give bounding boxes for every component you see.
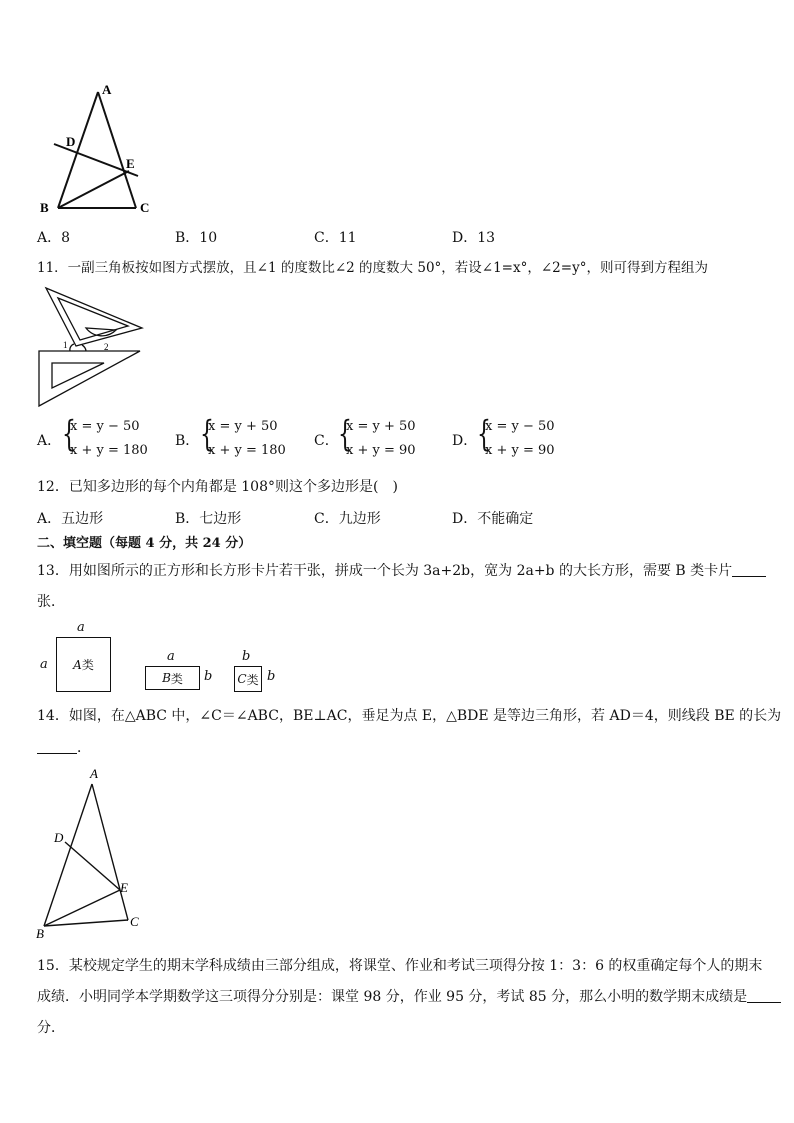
equation-line-1: x = y − 50 [485, 419, 555, 434]
q10-option-c[interactable]: C．11 [314, 230, 357, 246]
q15-question-line3: 分． [37, 1020, 65, 1036]
equation-line-1: x = y + 50 [208, 419, 278, 434]
q13-question-line1 [37, 561, 766, 581]
card-c-top-label: b [242, 649, 251, 664]
q14-end: ． [77, 740, 91, 756]
card-a-top-label: a [77, 620, 85, 635]
figure-q14-triangle [34, 764, 146, 944]
fig11-angle-1: 1 [63, 340, 68, 350]
q12-option-b[interactable]: B．七边形 [175, 511, 242, 527]
figure-q11-set-squares [36, 284, 148, 410]
card-c-type: 类 [246, 672, 259, 687]
card-c-square [234, 666, 262, 692]
q11-option-b-letter[interactable]: B． [175, 433, 200, 449]
card-b-top-label: a [167, 649, 175, 664]
fig10-label-d: D [66, 134, 76, 149]
q11-question: 11．一副三角板按如图方式摆放，且∠1 的度数比∠2 的度数大 50°，若设∠1=x°，∠2=y°，则可得到方程组为 [37, 260, 708, 276]
fig14-label-c: C [130, 914, 139, 929]
q12-option-c[interactable]: C．九边形 [314, 511, 381, 527]
q11-option-a-letter[interactable]: A． [37, 433, 62, 449]
card-c-letter: C [237, 672, 247, 686]
equation-line-1: x = y + 50 [346, 419, 416, 434]
q10-option-b[interactable]: B．10 [175, 230, 218, 246]
fig14-label-b: B [36, 926, 44, 941]
brace-icon: { [200, 415, 214, 456]
card-a-square [56, 637, 111, 692]
fig14-label-d: D [54, 830, 64, 845]
fig14-label-a: A [90, 766, 98, 781]
q14-question-line1: 14．如图，在△ABC 中，∠C＝∠ABC，BE⊥AC，垂足为点 E，△BDE 是等边三角形，若 AD＝4，则线段 BE 的长为 [37, 708, 782, 724]
section-heading-fill-blank: 二、填空题（每题 4 分，共 24 分） [37, 536, 252, 551]
card-b-rectangle [145, 666, 200, 690]
equation-line-2: x + y = 90 [485, 443, 555, 458]
card-c-right-label: b [267, 669, 276, 684]
q14-question-line2 [37, 738, 91, 758]
card-b-type: 类 [170, 671, 183, 686]
fig10-label-c: C [140, 200, 150, 215]
equation-line-2: x + y = 90 [346, 443, 416, 458]
fig10-label-b: B [40, 200, 49, 215]
equation-line-1: x = y − 50 [70, 419, 140, 434]
q10-option-a[interactable]: A．8 [37, 230, 71, 246]
brace-icon: { [477, 415, 491, 456]
card-a-type: 类 [81, 658, 94, 672]
q13-question-line2: 张． [37, 594, 65, 610]
q15-text: 成绩．小明同学本学期数学这三项得分分别是：课堂 98 分，作业 95 分，考试 85 分，那么小明的数学期末成绩是 [37, 989, 748, 1005]
brace-icon: { [338, 415, 352, 456]
q15-question-line1: 15．某校规定学生的期末学科成绩由三部分组成，将课堂、作业和考试三项得分按 1：3：6 的权重确定每个人的期末 [37, 958, 763, 974]
card-b-right-label: b [204, 669, 213, 684]
q15-question-line2 [37, 987, 781, 1007]
q13-text: 13．用如图所示的正方形和长方形卡片若干张，拼成一个长为 3a+2b，宽为 2a+b 的大长方形，需要 B 类卡片 [37, 563, 733, 579]
brace-icon: { [62, 415, 76, 456]
q10-option-d[interactable]: D．13 [452, 230, 496, 246]
equation-line-2: x + y = 180 [70, 443, 148, 458]
card-b-letter: B [162, 671, 171, 685]
q13-answer-blank[interactable] [732, 562, 766, 577]
q15-answer-blank[interactable] [747, 988, 781, 1003]
equation-line-2: x + y = 180 [208, 443, 286, 458]
fig10-label-a: A [102, 82, 112, 97]
card-a-left-label: a [40, 657, 48, 672]
fig14-label-e: E [120, 880, 128, 895]
q12-option-a[interactable]: A．五边形 [37, 511, 104, 527]
q12-question: 12．已知多边形的每个内角都是 108°则这个多边形是( ) [37, 479, 398, 495]
q11-option-d-letter[interactable]: D． [452, 433, 478, 449]
q14-answer-blank[interactable] [37, 739, 77, 754]
fig10-label-e: E [126, 156, 135, 171]
q11-option-c-letter[interactable]: C． [314, 433, 339, 449]
q12-option-d[interactable]: D．不能确定 [452, 511, 534, 527]
figure-q10-triangle [30, 80, 170, 220]
fig11-angle-2: 2 [104, 342, 109, 352]
card-a-letter: A [73, 657, 82, 672]
